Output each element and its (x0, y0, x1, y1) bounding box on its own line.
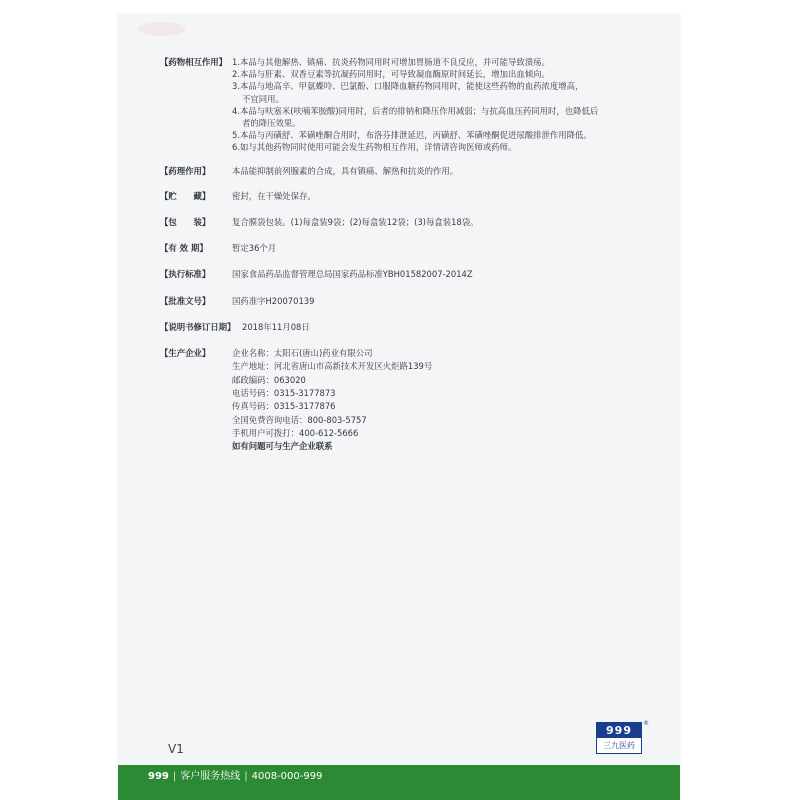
manufacturer-fax: 传真号码：0315-3177876 (232, 401, 336, 412)
list-item: 2.本品与肝素、双香豆素等抗凝药同用时，可导致凝血酶原时间延长，增加出血倾向。 (232, 69, 550, 80)
section-label: 【包 装】 (160, 217, 211, 228)
section-interactions (160, 56, 660, 154)
section-label: 【有 效 期】 (160, 243, 208, 254)
brand-logo (596, 722, 642, 754)
manufacturer-postcode: 邮政编码：063020 (232, 374, 306, 385)
section-text: 本品能抑制前列腺素的合成，具有镇痛、解热和抗炎的作用。 (232, 165, 459, 176)
section-label: 【药物相互作用】 (160, 57, 227, 67)
faint-logo-mark (138, 22, 186, 36)
manufacturer-contact-note: 如有问题可与生产企业联系 (232, 441, 333, 452)
list-item: 6.如与其他药物同时使用可能会发生药物相互作用，详情请咨询医师或药师。 (232, 142, 517, 153)
section-text: 国药准字H20070139 (232, 295, 315, 306)
section-standard (160, 268, 660, 280)
section-manufacturer (160, 347, 660, 453)
logo-number: 999 (597, 723, 641, 738)
section-label: 【说明书修订日期】 (160, 321, 236, 332)
section-text: 密封，在干燥处保存。 (232, 190, 316, 201)
registered-mark: ® (643, 720, 649, 727)
manufacturer-name: 企业名称：太阳石(唐山)药业有限公司 (232, 348, 373, 359)
section-label: 【批准文号】 (160, 295, 211, 306)
section-text: 暂定36个月 (232, 243, 277, 254)
section-validity (160, 242, 660, 254)
divider: | (172, 771, 177, 782)
list-item: 者的降压效果。 (242, 118, 301, 129)
hotline-brand: 999 (148, 771, 169, 782)
version-label: V1 (168, 742, 184, 756)
section-approval (160, 295, 660, 307)
list-item: 1.本品与其他解热、镇痛、抗炎药物同用时可增加胃肠道不良反应，并可能导致溃疡。 (232, 57, 550, 67)
manufacturer-phone: 电话号码：0315-3177873 (232, 387, 336, 398)
section-text: 2018年11月08日 (242, 321, 310, 332)
manufacturer-address: 生产地址：河北省唐山市高新技术开发区火炬路139号 (232, 361, 433, 372)
hotline-number: 4008-000-999 (251, 771, 323, 782)
hotline-bar (118, 765, 680, 800)
section-text: 复合膜袋包装。(1)每盒装9袋；(2)每盒装12袋；(3)每盒装18袋。 (232, 217, 479, 228)
section-label: 【药理作用】 (160, 165, 211, 176)
list-item: 4.本品与呋塞米(呋喃苯胺酸)同用时，后者的排钠和降压作用减弱；与抗高血压药同用时，也降低后 (232, 105, 599, 116)
section-package (160, 216, 660, 228)
section-pharmacology (160, 165, 660, 177)
leaflet-content (160, 56, 660, 453)
list-item: 不宜同用。 (242, 93, 284, 104)
list-item: 3.本品与地高辛、甲氨蝶呤、巴氯酚、口服降血糖药物同用时，能使这些药物的血药浓度增高， (232, 81, 584, 92)
list-item: 5.本品与丙磺舒、苯磺唑酮合用时，布洛芬排泄延迟，丙磺舒、苯磺唑酮促进尿酸排泄作用降低。 (232, 130, 592, 141)
section-label: 【执行标准】 (160, 269, 211, 280)
section-label: 【生产企业】 (160, 348, 211, 359)
section-revision (160, 321, 660, 333)
manufacturer-free-hotline: 全国免费咨询电话：800-803-5757 (232, 414, 367, 425)
divider: | (244, 771, 248, 782)
section-text: 国家食品药品监督管理总局国家药品标准YBH01582007-2014Z (232, 269, 473, 280)
manufacturer-mobile-hotline: 手机用户可拨打：400-612-5666 (232, 427, 359, 438)
section-label: 【贮 藏】 (160, 190, 211, 201)
section-storage (160, 190, 660, 202)
hotline-label: 客户服务热线 (180, 771, 241, 782)
logo-text: 三九医药 (603, 741, 635, 750)
